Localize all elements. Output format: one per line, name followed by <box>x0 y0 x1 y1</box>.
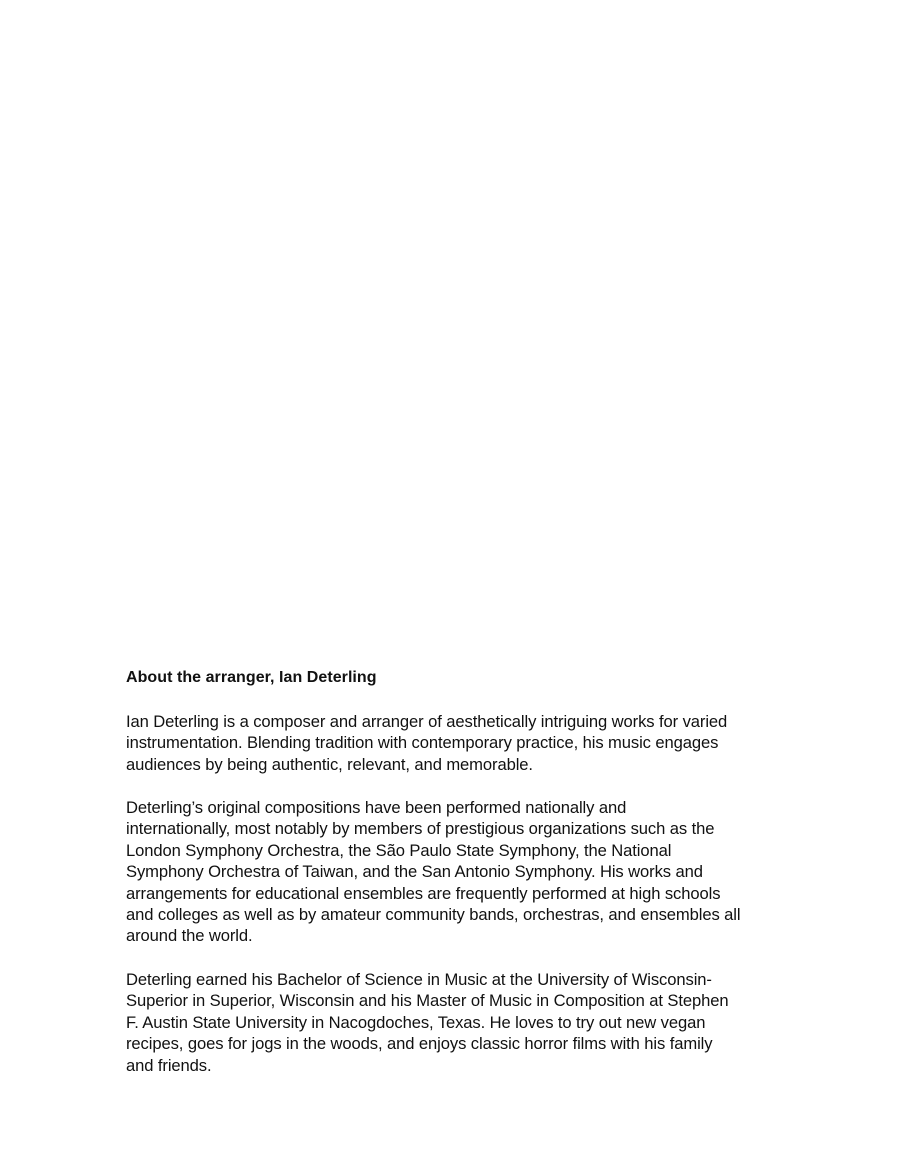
bio-paragraph-performances: Deterling’s original compositions have been performed nationally and internationally, most notably by members of prestigious organizations such as the London Symphony Orchestra, the São Paulo State Symphony, the National Symphony Orchestra of Taiwan, and the San Antonio Symphony. His works and arrangements for educational ensembles are frequently performed at high schools and colleges as well as by amateur community bands, orchestras, and ensembles all around the world. <box>126 798 741 946</box>
bio-paragraph-education: Deterling earned his Bachelor of Science in Music at the University of Wisconsin- Superior in Superior, Wisconsin and his Master of Music in Composition at Stephen F. Austin State University in Nacogdoches, Texas. He loves to try out new vegan recipes, goes for jogs in the woods, and enjoys classic horror films with his family and friends. <box>126 970 729 1075</box>
bio-heading: About the arranger, Ian Deterling <box>126 669 377 686</box>
bio-paragraph-intro: Ian Deterling is a composer and arranger of aesthetically intriguing works for varied instrumentation. Blending tradition with contemporary practice, his music engages audiences by being authentic, relevant, and memorable. <box>126 712 728 774</box>
arranger-bio-section <box>126 667 774 1075</box>
